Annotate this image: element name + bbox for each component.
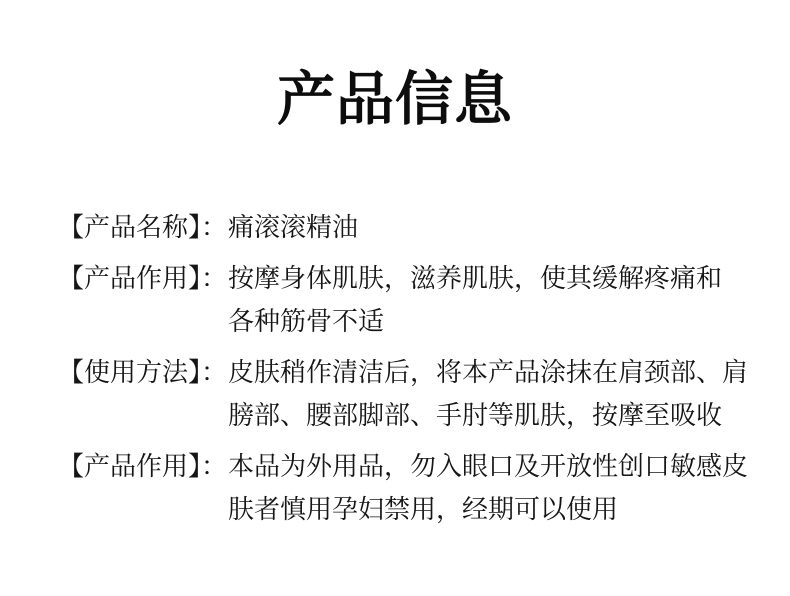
- row-content: [228, 351, 748, 437]
- content-line: 痛滚滚精油: [228, 212, 359, 242]
- row-label: 【产品名称】：: [58, 212, 228, 242]
- content-line: 本品为外用品，勿入眼口及开放性创口敏感皮: [228, 451, 749, 481]
- row-label: 【产品作用】：: [58, 451, 228, 481]
- row-label: 【产品作用】：: [58, 263, 228, 293]
- content-line: 膀部、腰部脚部、手肘等肌肤，按摩至吸收: [228, 400, 723, 430]
- content-line: 皮肤稍作清洁后，将本产品涂抹在肩颈部、肩: [228, 357, 749, 387]
- row-content: [228, 206, 358, 249]
- row-content: [228, 445, 748, 531]
- content-line: 按摩身体肌肤，滋养肌肤，使其缓解疼痛和: [228, 263, 723, 293]
- page-title: 产品信息: [276, 67, 513, 132]
- info-row: [58, 257, 750, 343]
- info-rows: [0, 206, 790, 531]
- info-row: [58, 206, 750, 249]
- content-line: 各种筋骨不适: [228, 306, 385, 336]
- info-row: [58, 351, 750, 437]
- row-label: 【使用方法】：: [58, 357, 228, 387]
- info-row: [58, 445, 750, 531]
- content-line: 肤者慎用孕妇禁用，经期可以使用: [228, 494, 619, 524]
- row-content: [228, 257, 722, 343]
